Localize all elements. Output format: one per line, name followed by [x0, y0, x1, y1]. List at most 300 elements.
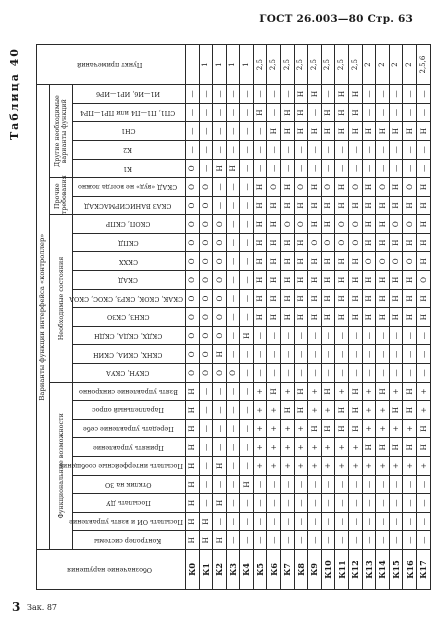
header-text: СКДХ, СКДА, СКДН — [93, 332, 163, 341]
value-cell: — — [267, 512, 281, 531]
header-text: СКОП, СКПР — [105, 220, 151, 229]
value-cell: — — [389, 103, 403, 122]
value-cell: О — [213, 271, 227, 290]
value-cell: Н — [362, 271, 376, 290]
value-cell: О — [185, 364, 199, 383]
value-cell: Н — [335, 401, 349, 420]
column-header — [73, 196, 186, 215]
value-cell: Н — [185, 531, 199, 550]
value-cell: — — [403, 345, 417, 364]
value-cell: Н — [213, 345, 227, 364]
value-cell: + — [294, 438, 308, 457]
value-cell: О — [199, 364, 213, 383]
value-cell: — — [199, 140, 213, 159]
value-cell: Н — [308, 308, 322, 327]
value-cell: — — [362, 159, 376, 178]
value-cell: — — [308, 364, 322, 383]
column-header — [73, 122, 186, 141]
value-cell: Н — [213, 159, 227, 178]
value-cell: — — [389, 140, 403, 159]
value-cell: Н — [403, 196, 417, 215]
value-cell: + — [308, 457, 322, 476]
value-cell: + — [281, 457, 295, 476]
note-cell: 1 — [226, 45, 240, 85]
value-cell: — — [213, 178, 227, 197]
value-cell: — — [335, 494, 349, 513]
value-cell: + — [281, 382, 295, 401]
value-cell: + — [253, 382, 267, 401]
value-cell: — — [226, 85, 240, 104]
header-text: Посылать ДУ — [105, 499, 151, 508]
value-cell: — — [199, 419, 213, 438]
value-cell: Н — [267, 289, 281, 308]
value-cell: Н — [389, 438, 403, 457]
table-row — [335, 45, 349, 590]
value-cell: О — [321, 178, 335, 197]
column-header — [73, 475, 186, 494]
value-cell: — — [389, 512, 403, 531]
signal-id-cell: К1 — [199, 550, 213, 590]
note-cell: 1 — [213, 45, 227, 85]
value-cell: — — [362, 140, 376, 159]
value-cell: О — [417, 271, 431, 290]
value-cell: — — [240, 438, 254, 457]
value-cell: — — [226, 271, 240, 290]
value-cell: Н — [253, 215, 267, 234]
header-text: СКАД «вуд» не всегда ложно — [78, 183, 178, 192]
value-cell: Н — [308, 178, 322, 197]
value-cell: Н — [335, 103, 349, 122]
value-cell: Н — [294, 308, 308, 327]
value-cell: О — [389, 215, 403, 234]
value-cell: Н — [417, 178, 431, 197]
value-cell: — — [226, 512, 240, 531]
value-cell: Н — [403, 122, 417, 141]
value-cell: — — [253, 364, 267, 383]
value-cell: Н — [376, 308, 390, 327]
value-cell: + — [321, 457, 335, 476]
value-cell: О — [185, 308, 199, 327]
value-cell: — — [376, 512, 390, 531]
value-cell: Н — [185, 494, 199, 513]
value-cell: + — [389, 419, 403, 438]
value-cell: Н — [362, 289, 376, 308]
value-cell: Н — [308, 271, 322, 290]
value-cell: О — [349, 215, 363, 234]
header-text: К1 — [123, 164, 133, 173]
value-cell: + — [362, 382, 376, 401]
column-header — [73, 252, 186, 271]
table-row — [240, 45, 254, 590]
value-cell: — — [240, 252, 254, 271]
value-cell: — — [362, 494, 376, 513]
value-cell: Н — [417, 215, 431, 234]
table-row — [417, 45, 431, 590]
signal-id-cell: К17 — [417, 550, 431, 590]
value-cell: — — [294, 475, 308, 494]
value-cell: — — [199, 103, 213, 122]
value-cell: Н — [240, 475, 254, 494]
table-row — [226, 45, 240, 590]
value-cell: О — [349, 178, 363, 197]
value-cell: + — [253, 401, 267, 420]
value-cell: О — [213, 233, 227, 252]
value-cell: + — [349, 438, 363, 457]
value-cell: — — [294, 531, 308, 550]
value-cell: — — [213, 85, 227, 104]
value-cell: О — [213, 308, 227, 327]
value-cell: — — [335, 364, 349, 383]
value-cell: Н — [267, 382, 281, 401]
table-row — [199, 45, 213, 590]
value-cell: — — [226, 215, 240, 234]
value-cell: Н — [362, 308, 376, 327]
signal-id-cell: К13 — [362, 550, 376, 590]
value-cell: — — [185, 140, 199, 159]
value-cell: О — [335, 233, 349, 252]
signal-id-cell: К2 — [213, 550, 227, 590]
value-cell: — — [321, 159, 335, 178]
value-cell: Н — [185, 438, 199, 457]
value-cell: + — [403, 419, 417, 438]
value-cell: Н — [321, 196, 335, 215]
value-cell: — — [226, 494, 240, 513]
value-cell: — — [349, 512, 363, 531]
value-cell: Н — [321, 103, 335, 122]
value-cell: — — [321, 364, 335, 383]
value-cell: — — [253, 494, 267, 513]
value-cell: — — [376, 494, 390, 513]
header-text: Пункт примечаний — [77, 60, 143, 69]
value-cell: Н — [389, 271, 403, 290]
value-cell: Н — [281, 233, 295, 252]
value-cell: — — [226, 122, 240, 141]
value-cell: Н — [389, 401, 403, 420]
value-cell: Н — [294, 196, 308, 215]
header-text: Передать управление себе — [82, 425, 174, 433]
value-cell: + — [335, 457, 349, 476]
value-cell: — — [253, 345, 267, 364]
value-cell: Н — [417, 419, 431, 438]
value-cell: Н — [308, 252, 322, 271]
header-row-banner — [37, 45, 50, 590]
value-cell: Н — [403, 401, 417, 420]
value-cell: + — [308, 401, 322, 420]
value-cell: — — [226, 531, 240, 550]
value-cell: О — [199, 308, 213, 327]
value-cell: — — [226, 326, 240, 345]
value-cell: О — [226, 364, 240, 383]
signal-id-cell: К12 — [349, 550, 363, 590]
table-row — [281, 45, 295, 590]
value-cell: — — [308, 345, 322, 364]
value-cell: — — [213, 419, 227, 438]
value-cell: Н — [185, 512, 199, 531]
value-cell: + — [281, 419, 295, 438]
value-cell: — — [335, 512, 349, 531]
value-cell: Н — [376, 271, 390, 290]
value-cell: Н — [281, 401, 295, 420]
value-cell: О — [185, 159, 199, 178]
value-cell: + — [267, 401, 281, 420]
value-cell: Н — [267, 196, 281, 215]
value-cell: — — [240, 364, 254, 383]
value-cell: О — [362, 252, 376, 271]
value-cell: О — [403, 215, 417, 234]
value-cell: Н — [349, 85, 363, 104]
value-cell: — — [362, 364, 376, 383]
table-row — [185, 45, 199, 590]
value-cell: — — [267, 345, 281, 364]
value-cell: Н — [185, 475, 199, 494]
value-cell: О — [281, 215, 295, 234]
note-cell: 2,5 — [281, 45, 295, 85]
value-cell: Н — [349, 196, 363, 215]
value-cell: + — [389, 457, 403, 476]
value-cell: — — [199, 159, 213, 178]
value-cell: — — [253, 531, 267, 550]
value-cell: — — [267, 103, 281, 122]
page-number: 3 — [12, 600, 21, 614]
value-cell: О — [185, 289, 199, 308]
header-text: СКХХ — [118, 257, 138, 266]
value-cell: О — [294, 178, 308, 197]
value-cell: — — [417, 512, 431, 531]
value-cell: О — [199, 178, 213, 197]
value-cell: — — [349, 345, 363, 364]
table-row — [362, 45, 376, 590]
value-cell: + — [389, 382, 403, 401]
value-cell: — — [321, 531, 335, 550]
value-cell: О — [185, 326, 199, 345]
value-cell: О — [213, 364, 227, 383]
value-cell: — — [267, 364, 281, 383]
value-cell: — — [349, 364, 363, 383]
value-cell: — — [213, 122, 227, 141]
value-cell: Н — [213, 494, 227, 513]
value-cell: О — [185, 345, 199, 364]
value-cell: Н — [335, 308, 349, 327]
header-text: СКПД — [117, 239, 139, 248]
value-cell: — — [362, 85, 376, 104]
value-cell: — — [226, 103, 240, 122]
signal-id-cell: К7 — [281, 550, 295, 590]
note-cell: 1 — [240, 45, 254, 85]
value-cell: О — [199, 252, 213, 271]
value-cell: — — [403, 475, 417, 494]
signal-id-cell: К14 — [376, 550, 390, 590]
value-cell: — — [185, 103, 199, 122]
column-header — [73, 364, 186, 383]
value-cell: — — [240, 140, 254, 159]
value-cell: Н — [281, 271, 295, 290]
table-row — [349, 45, 363, 590]
header-text: И1—И6, ИР1—ИР6 — [96, 90, 160, 99]
value-cell: — — [403, 85, 417, 104]
value-cell: — — [253, 85, 267, 104]
order-number: Зак. 87 — [27, 603, 58, 612]
group-other-states-header: Прочие требования — [50, 178, 73, 215]
note-cell: 2,5,6 — [417, 45, 431, 85]
value-cell: — — [294, 140, 308, 159]
value-cell: О — [213, 289, 227, 308]
value-cell: — — [226, 308, 240, 327]
value-cell: — — [335, 475, 349, 494]
value-cell: Н — [417, 122, 431, 141]
value-cell: Н — [308, 289, 322, 308]
value-cell: — — [253, 475, 267, 494]
value-cell: + — [321, 438, 335, 457]
signal-id-cell: К0 — [185, 550, 199, 590]
value-cell: — — [294, 512, 308, 531]
value-cell: Н — [253, 178, 267, 197]
value-cell: Н — [362, 215, 376, 234]
header-text: Контролер системы — [94, 536, 162, 545]
value-cell: Н — [253, 233, 267, 252]
value-cell: Н — [417, 233, 431, 252]
value-cell: — — [417, 364, 431, 383]
note-cell: 2 — [376, 45, 390, 85]
value-cell: — — [335, 159, 349, 178]
value-cell: — — [213, 438, 227, 457]
value-cell: — — [253, 159, 267, 178]
value-cell: — — [389, 345, 403, 364]
value-cell: — — [417, 85, 431, 104]
signal-id-cell: К11 — [335, 550, 349, 590]
table-row — [213, 45, 227, 590]
value-cell: — — [226, 401, 240, 420]
value-cell: — — [349, 140, 363, 159]
table-row — [253, 45, 267, 590]
value-cell: О — [376, 252, 390, 271]
value-cell: Н — [389, 233, 403, 252]
value-cell: — — [321, 345, 335, 364]
value-cell: О — [199, 345, 213, 364]
value-cell: — — [376, 140, 390, 159]
value-cell: — — [335, 531, 349, 550]
value-cell: О — [185, 178, 199, 197]
page-header: ГОСТ 26.003—80 Стр. 63 — [259, 13, 413, 25]
value-cell: + — [349, 457, 363, 476]
value-cell: О — [403, 178, 417, 197]
value-cell: — — [403, 531, 417, 550]
header-text: СП1, П1—П4 или ПР1—ПР4 — [80, 108, 176, 117]
value-cell: — — [321, 512, 335, 531]
value-cell: Н — [362, 178, 376, 197]
value-cell: Н — [321, 122, 335, 141]
value-cell: Н — [281, 196, 295, 215]
value-cell: — — [417, 326, 431, 345]
value-cell: Н — [335, 271, 349, 290]
column-header — [73, 140, 186, 159]
value-cell: — — [267, 85, 281, 104]
note-cell: 1 — [199, 45, 213, 85]
value-cell: Н — [417, 308, 431, 327]
value-cell: — — [281, 326, 295, 345]
column-header — [73, 103, 186, 122]
value-cell: Н — [253, 196, 267, 215]
column-header — [69, 289, 186, 308]
value-cell: — — [213, 140, 227, 159]
value-cell: Н — [403, 438, 417, 457]
header-text: СН1 — [120, 127, 136, 136]
value-cell: — — [240, 289, 254, 308]
value-cell: Н — [294, 122, 308, 141]
value-cell: — — [199, 438, 213, 457]
value-cell: Н — [240, 326, 254, 345]
value-cell: — — [240, 308, 254, 327]
value-cell: — — [253, 140, 267, 159]
value-cell: — — [362, 475, 376, 494]
note-cell: 2 — [403, 45, 417, 85]
value-cell: + — [267, 457, 281, 476]
header-text: Посылать интерфейсные сообщения — [58, 462, 183, 471]
value-cell: — — [308, 531, 322, 550]
value-cell: О — [199, 289, 213, 308]
value-cell: Н — [308, 85, 322, 104]
note-cell: 2,5 — [267, 45, 281, 85]
value-cell: + — [308, 438, 322, 457]
signal-id-cell: К3 — [226, 550, 240, 590]
value-cell: — — [281, 475, 295, 494]
column-header — [58, 457, 186, 476]
value-cell: Н — [185, 382, 199, 401]
value-cell: Н — [253, 103, 267, 122]
value-cell: — — [240, 345, 254, 364]
value-cell: Н — [349, 252, 363, 271]
value-cell: Н — [417, 252, 431, 271]
value-cell: Н — [335, 178, 349, 197]
value-cell: — — [362, 531, 376, 550]
value-cell: — — [213, 512, 227, 531]
value-cell: — — [240, 233, 254, 252]
value-cell: — — [240, 382, 254, 401]
value-cell: — — [417, 345, 431, 364]
value-cell: О — [321, 233, 335, 252]
value-cell: + — [253, 457, 267, 476]
value-cell: — — [321, 85, 335, 104]
header-text: СКНЗ, СКЗО — [106, 313, 150, 322]
value-cell: О — [199, 326, 213, 345]
value-cell: — — [267, 159, 281, 178]
value-cell: — — [281, 345, 295, 364]
value-cell: Н — [308, 196, 322, 215]
value-cell: Н — [417, 289, 431, 308]
value-cell: — — [226, 345, 240, 364]
note-cell: 2,5 — [253, 45, 267, 85]
value-cell: — — [199, 457, 213, 476]
signal-id-cell: К15 — [389, 550, 403, 590]
value-cell: — — [403, 159, 417, 178]
value-cell: — — [362, 345, 376, 364]
value-cell: Н — [349, 419, 363, 438]
value-cell: Н — [226, 159, 240, 178]
table-row — [321, 45, 335, 590]
value-cell: О — [403, 252, 417, 271]
value-cell: О — [185, 233, 199, 252]
value-cell: — — [389, 494, 403, 513]
value-cell: — — [240, 196, 254, 215]
value-cell: + — [417, 382, 431, 401]
value-cell: — — [226, 382, 240, 401]
value-cell: Н — [321, 419, 335, 438]
value-cell: — — [213, 475, 227, 494]
note-cell — [185, 45, 199, 85]
value-cell: — — [240, 494, 254, 513]
value-cell: Н — [267, 233, 281, 252]
value-cell: + — [281, 438, 295, 457]
value-cell: Н — [376, 438, 390, 457]
